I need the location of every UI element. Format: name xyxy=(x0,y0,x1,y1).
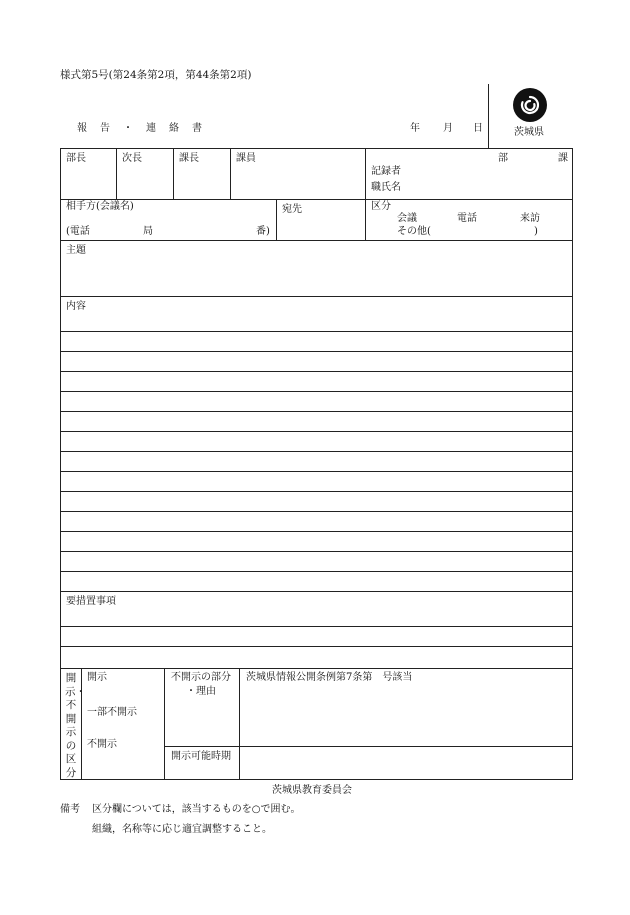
counterpart-phone-open: (電話 xyxy=(66,226,90,237)
content-line xyxy=(60,351,573,352)
content-line xyxy=(60,571,573,572)
content-line xyxy=(60,371,573,372)
recorder-dept-label: 部 xyxy=(498,153,508,164)
divider xyxy=(60,240,573,241)
content-line xyxy=(60,411,573,412)
category-label: 区分 xyxy=(371,201,391,212)
category-other-close: ) xyxy=(534,226,538,237)
content-line xyxy=(60,491,573,492)
divider xyxy=(365,148,366,240)
divider xyxy=(164,668,165,780)
content-line xyxy=(60,471,573,472)
notes-line-2: 組織，名称等に応じ適宜調整すること。 xyxy=(92,824,272,835)
counterpart-label: 相手方(会議名) xyxy=(66,201,134,212)
action-line xyxy=(60,626,573,627)
addressee-label: 宛先 xyxy=(282,204,302,215)
date-year-label: 年 xyxy=(410,123,420,134)
content-line xyxy=(60,391,573,392)
action-label: 要措置事項 xyxy=(66,596,116,607)
divider xyxy=(60,668,573,669)
ibaraki-emblem-icon xyxy=(512,87,548,123)
issuer: 茨城県教育委員会 xyxy=(272,785,352,796)
content-line xyxy=(60,511,573,512)
approval-chief[interactable]: 部長 xyxy=(66,153,86,164)
category-phone[interactable]: 電話 xyxy=(457,213,477,224)
form-number: 様式第5号(第24条第2項，第44条第2項) xyxy=(60,69,252,81)
nondisclosure-part-label: 不開示の部分 xyxy=(171,672,231,683)
content-line xyxy=(60,551,573,552)
divider xyxy=(173,148,174,199)
category-other-open[interactable]: その他( xyxy=(397,226,431,237)
divider xyxy=(276,199,277,240)
content-line xyxy=(60,591,573,592)
divider xyxy=(230,148,231,199)
form-frame xyxy=(60,148,573,780)
counterpart-phone-number: 番) xyxy=(256,226,270,237)
divider xyxy=(81,668,82,780)
ordinance-text: 茨城県情報公開条例第7条第 号該当 xyxy=(246,672,413,683)
disclosure-partial[interactable]: 一部不開示 xyxy=(87,707,137,718)
notes-line-1: 区分欄については，該当するものを○で囲む。 xyxy=(92,804,301,815)
disclosure-period-label: 開示可能時期 xyxy=(171,751,231,762)
divider xyxy=(60,199,573,200)
divider xyxy=(239,668,240,780)
approval-staff[interactable]: 課員 xyxy=(236,153,256,164)
approval-deputy[interactable]: 次長 xyxy=(122,153,142,164)
form-title: 報告・連絡書 xyxy=(77,123,215,134)
recorder-label: 記録者 xyxy=(371,166,401,177)
content-line xyxy=(60,331,573,332)
logo-divider xyxy=(488,84,489,148)
disclosure-side-label: 開示・不開示の区分 xyxy=(65,672,86,779)
action-line xyxy=(60,646,573,647)
logo-label: 茨城県 xyxy=(514,127,544,138)
counterpart-phone-area: 局 xyxy=(143,226,153,237)
recorder-name-label: 職氏名 xyxy=(371,182,401,193)
content-line xyxy=(60,431,573,432)
category-visit[interactable]: 来訪 xyxy=(520,213,540,224)
disclosure-open[interactable]: 開示 xyxy=(87,672,107,683)
notes-label: 備考 xyxy=(60,804,80,815)
date-month-label: 月 xyxy=(443,123,453,134)
category-meeting[interactable]: 会議 xyxy=(397,213,417,224)
divider xyxy=(116,148,117,199)
recorder-section-label: 課 xyxy=(558,153,568,164)
nondisclosure-reason-label: ・理由 xyxy=(186,686,216,697)
disclosure-closed[interactable]: 不開示 xyxy=(87,739,117,750)
content-line xyxy=(60,451,573,452)
divider xyxy=(164,746,573,747)
date-day-label: 日 xyxy=(473,123,483,134)
divider xyxy=(60,296,573,297)
content-label: 内容 xyxy=(66,301,86,312)
content-line xyxy=(60,531,573,532)
subject-label: 主題 xyxy=(66,245,86,256)
approval-section-chief[interactable]: 課長 xyxy=(179,153,199,164)
